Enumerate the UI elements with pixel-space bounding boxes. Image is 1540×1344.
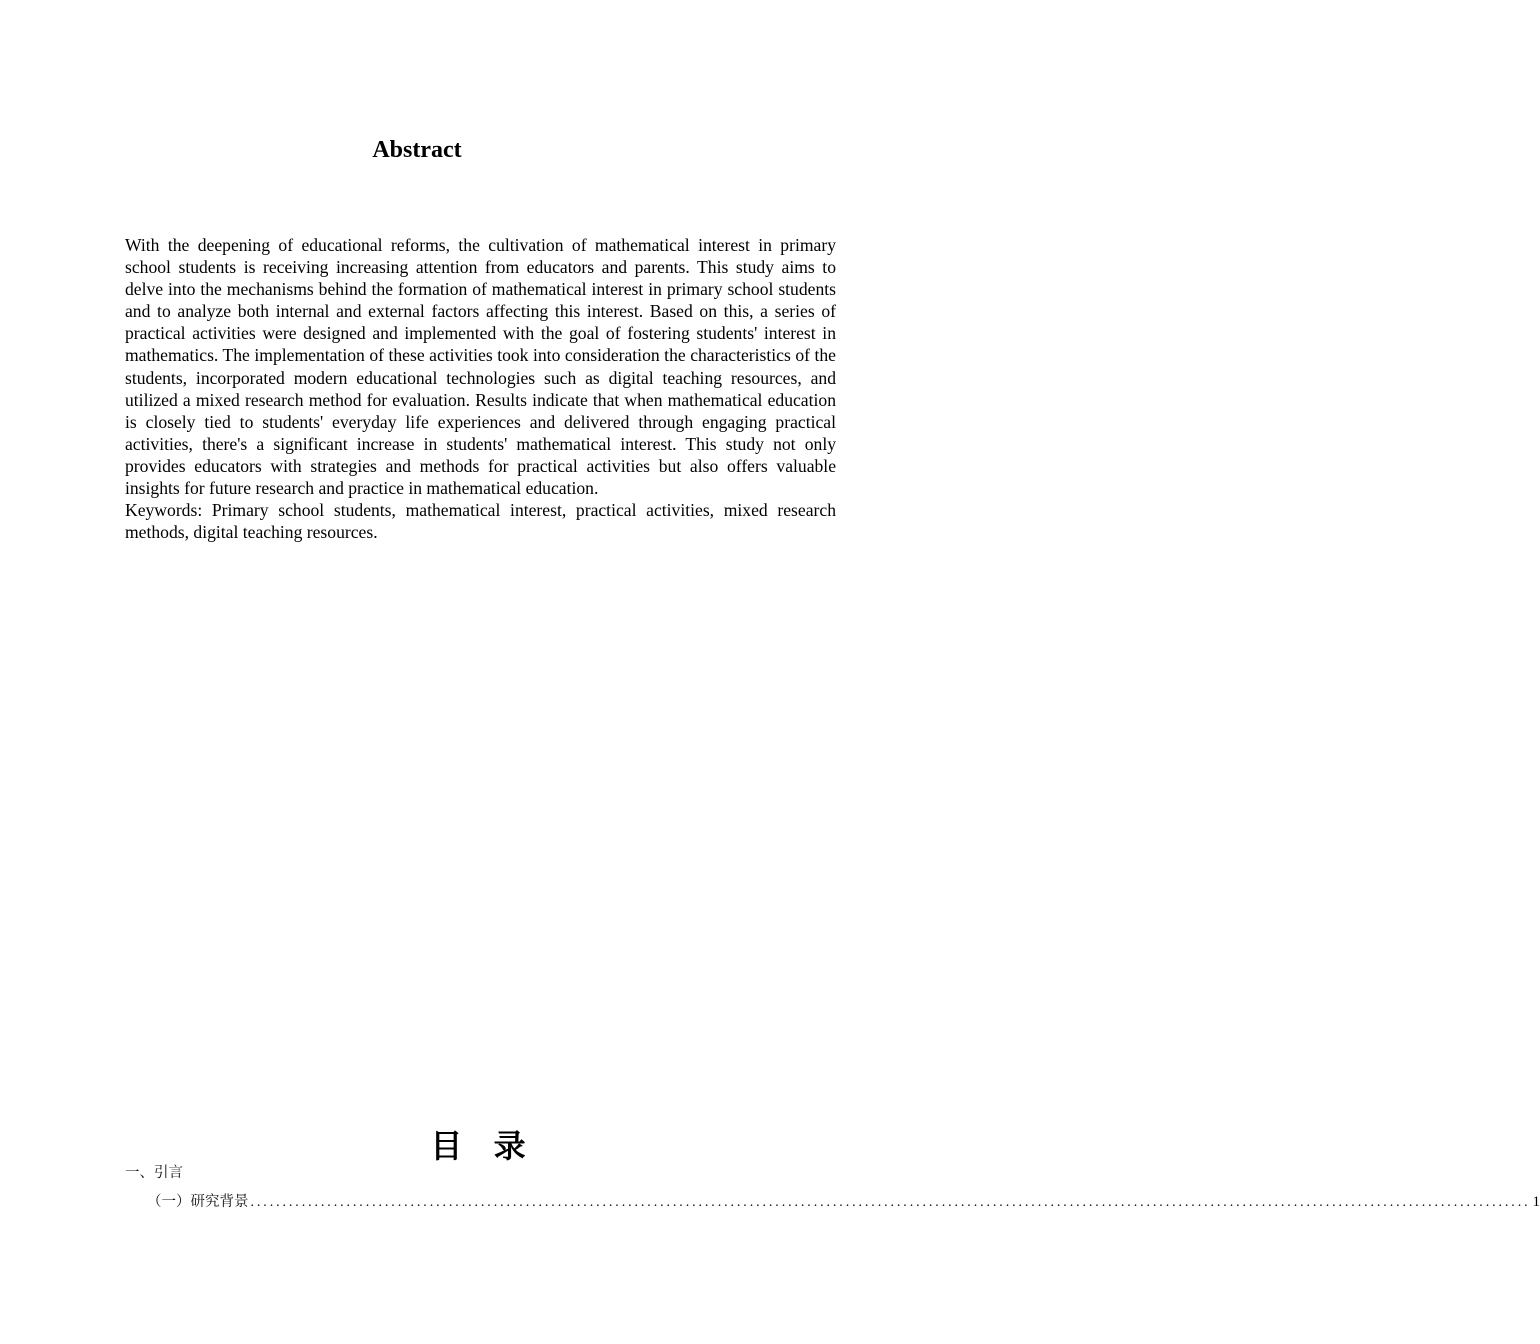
toc-entry-introduction[interactable] (125, 1163, 836, 1183)
toc-entry-label: 一、引言 (125, 1165, 183, 1181)
toc-title: 目 录 (430, 1127, 536, 1165)
abstract-paragraph: With the deepening of educational reforms, the cultivation of mathematical interest in primary school students is receiving increasing attention from educators and parents. This study aims to delve into the mechanisms behind the formation of mathematical interest in primary school students and to analyze both internal and external factors affecting this interest. Based on this, a series of practical activities were designed and implemented with the goal of fostering students' interest in mathematics. The implementation of these activities took into consideration the characteristics of the students, incorporated modern educational technologies such as digital teaching resources, and utilized a mixed research method for evaluation. Results indicate that when mathematical education is closely tied to students' everyday life experiences and delivered through engaging practical activities, there's a significant increase in students' mathematical interest. This study not only provides educators with strategies and methods for practical activities but also offers valuable insights for future research and practice in mathematical education. (125, 235, 836, 499)
toc-page-number: 1 (1532, 1194, 1540, 1210)
toc-entry-research-background[interactable] (147, 1192, 1540, 1213)
abstract-title: Abstract (372, 137, 462, 163)
toc-entry-label: （一）研究背景 (147, 1194, 249, 1210)
abstract-body (125, 234, 836, 543)
toc-dot-leader: ........................................................................................................................................................................................................ (250, 1195, 1531, 1210)
abstract-keywords: Keywords: Primary school students, mathematical interest, practical activities, mixed research methods, digital teaching resources. (125, 500, 836, 543)
